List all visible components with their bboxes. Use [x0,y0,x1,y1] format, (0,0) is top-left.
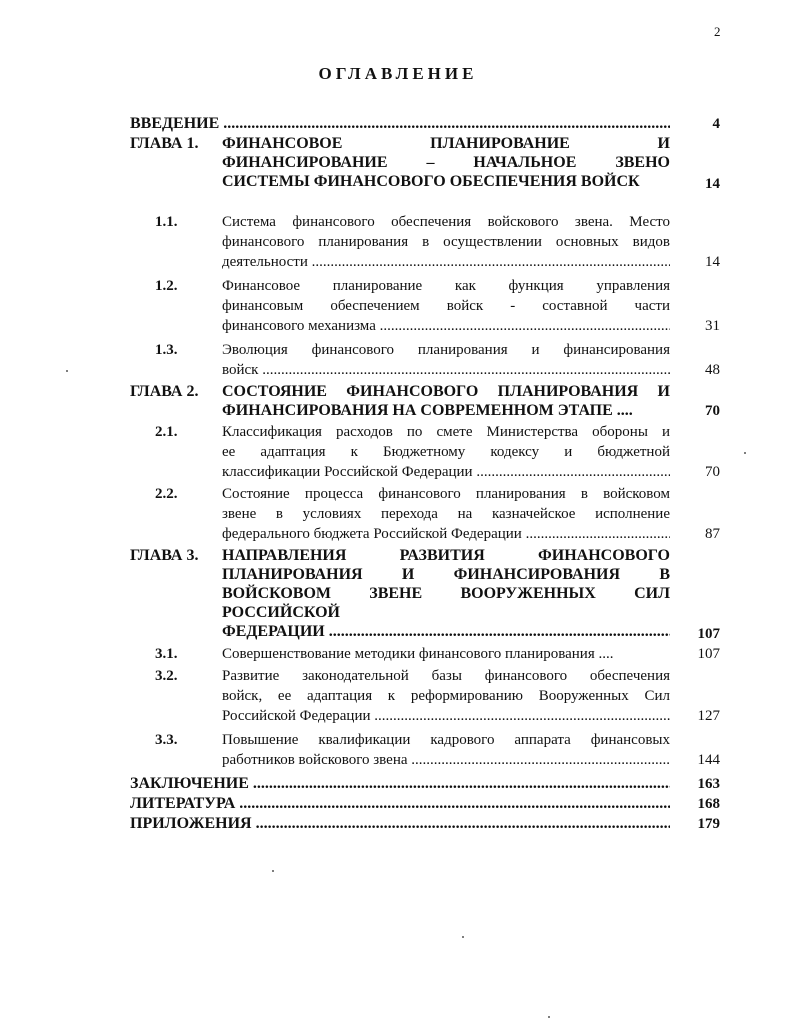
toc-entry-line: Система финансового обеспечения войскового звена. Место [222,214,670,230]
toc-entry-line: ПЛАНИРОВАНИЯ И ФИНАНСИРОВАНИЯ В [222,566,670,583]
toc-entry-chapter-1[interactable] [130,134,720,212]
toc-entry-line: Повышение квалификации кадрового аппарата финансовых [222,732,670,748]
toc-entry-appendices[interactable] [130,814,720,834]
toc-entry-page: 14 [705,176,720,192]
table-of-contents [130,114,720,834]
page-number: 2 [714,24,721,39]
toc-entry-label: 3.3. [155,732,178,748]
toc-entry-line: федерального бюджета Российской Федерации ..... [222,524,670,544]
toc-entry-page: 179 [697,816,720,832]
toc-entry-chapter-2[interactable] [130,382,720,422]
toc-entry-page: 48 [705,362,720,378]
toc-entry-line: НАПРАВЛЕНИЯ РАЗВИТИЯ ФИНАНСОВОГО [222,547,670,564]
toc-entry-line: ВОЙСКОВОМ ЗВЕНЕ ВООРУЖЕННЫХ СИЛ [222,585,670,602]
toc-entry-line: войск ..... [222,360,670,380]
toc-entry-line: ФИНАНСИРОВАНИЯ НА СОВРЕМЕННОМ ЭТАПЕ .... [222,402,633,419]
toc-entry-line: ФЕДЕРАЦИИ ..... [222,622,670,641]
toc-entry-page: 14 [705,254,720,270]
toc-entry-page: 144 [697,752,720,768]
toc-entry-label: 3.2. [155,668,178,684]
toc-entry-label: 3.1. [155,646,178,662]
toc-entry-section-2-2[interactable] [130,484,720,546]
scan-speck [66,370,68,372]
toc-entry-section-3-1[interactable] [130,644,720,666]
toc-entry-line: финансового планирования в осуществлении основных видов [222,234,670,250]
toc-entry-label: ГЛАВА 1. [130,135,199,152]
toc-entry-line: СОСТОЯНИЕ ФИНАНСОВОГО ПЛАНИРОВАНИЯ И [222,383,670,400]
toc-entry-page: 168 [697,796,720,812]
toc-entry-section-3-3[interactable] [130,730,720,774]
toc-entry-section-1-3[interactable] [130,340,720,382]
toc-entry-label: ГЛАВА 3. [130,547,199,564]
toc-entry-page: 87 [705,526,720,542]
toc-entry-page: 107 [697,646,720,662]
toc-entry-line: Российской Федерации ..... [222,706,670,726]
toc-entry-label: ГЛАВА 2. [130,383,199,400]
toc-entry-line: РОССИЙСКОЙ [222,604,340,621]
toc-entry-line: ее адаптация к Бюджетному кодексу и бюджетной [222,444,670,460]
toc-entry-line: ФИНАНСОВОЕ ПЛАНИРОВАНИЕ И [222,135,670,152]
toc-entry-section-1-2[interactable] [130,276,720,340]
toc-entry-section-1-1[interactable] [130,212,720,276]
toc-entry-line: ФИНАНСИРОВАНИЕ – НАЧАЛЬНОЕ ЗВЕНО [222,154,670,171]
scan-speck [548,1016,550,1018]
toc-entry-label: 1.2. [155,278,178,294]
toc-entry-line: войск, ее адаптация к реформированию Вооруженных Сил [222,688,670,704]
toc-entry-line: СИСТЕМЫ ФИНАНСОВОГО ОБЕСПЕЧЕНИЯ ВОЙСК [222,173,640,190]
toc-entry-line: звене в условиях перехода на казначейское исполнение [222,506,670,522]
toc-entry-introduction[interactable] [130,114,720,134]
page-title: ОГЛАВЛЕНИЕ [318,64,478,83]
toc-entry-line: Состояние процесса финансового планирования в войсковом [222,486,670,502]
scan-speck [272,870,274,872]
toc-entry-label: 1.1. [155,214,178,230]
toc-entry-label: 1.3. [155,342,178,358]
toc-entry-title: ЗАКЛЮЧЕНИЕ ..... [130,774,670,793]
toc-entry-chapter-3[interactable] [130,546,720,644]
toc-entry-section-2-1[interactable] [130,422,720,484]
scan-speck [462,936,464,938]
toc-entry-line: Классификация расходов по смете Министерства обороны и [222,424,670,440]
toc-entry-page: 31 [705,318,720,334]
toc-entry-page: 107 [697,626,720,642]
toc-entry-line: деятельности ..... [222,252,670,272]
toc-entry-page: 127 [697,708,720,724]
toc-entry-section-3-2[interactable] [130,666,720,730]
scan-speck [744,452,746,454]
toc-entry-line: классификации Российской Федерации ..... [222,462,670,482]
toc-entry-line: Совершенствование методики финансового планирования .... [222,646,614,662]
toc-entry-title: ЛИТЕРАТУРА ..... [130,794,670,813]
toc-entry-line: финансовым обеспечением войск - составной части [222,298,670,314]
toc-entry-title: ВВЕДЕНИЕ ..... [130,114,670,133]
toc-entry-page: 70 [705,464,720,480]
toc-entry-label: 2.2. [155,486,178,502]
toc-entry-line: Финансовое планирование как функция управления [222,278,670,294]
toc-entry-page: 4 [712,116,720,132]
toc-entry-line: финансового механизма ..... [222,316,670,336]
toc-entry-page: 70 [705,403,720,419]
toc-entry-line: Развитие законодательной базы финансового обеспечения [222,668,670,684]
toc-entry-literature[interactable] [130,794,720,814]
toc-entry-line: работников войскового звена ..... [222,750,670,770]
toc-entry-label: 2.1. [155,424,178,440]
toc-entry-conclusion[interactable] [130,774,720,794]
toc-entry-line: Эволюция финансового планирования и финансирования [222,342,670,358]
toc-entry-page: 163 [697,776,720,792]
toc-entry-title: ПРИЛОЖЕНИЯ ..... [130,814,670,833]
